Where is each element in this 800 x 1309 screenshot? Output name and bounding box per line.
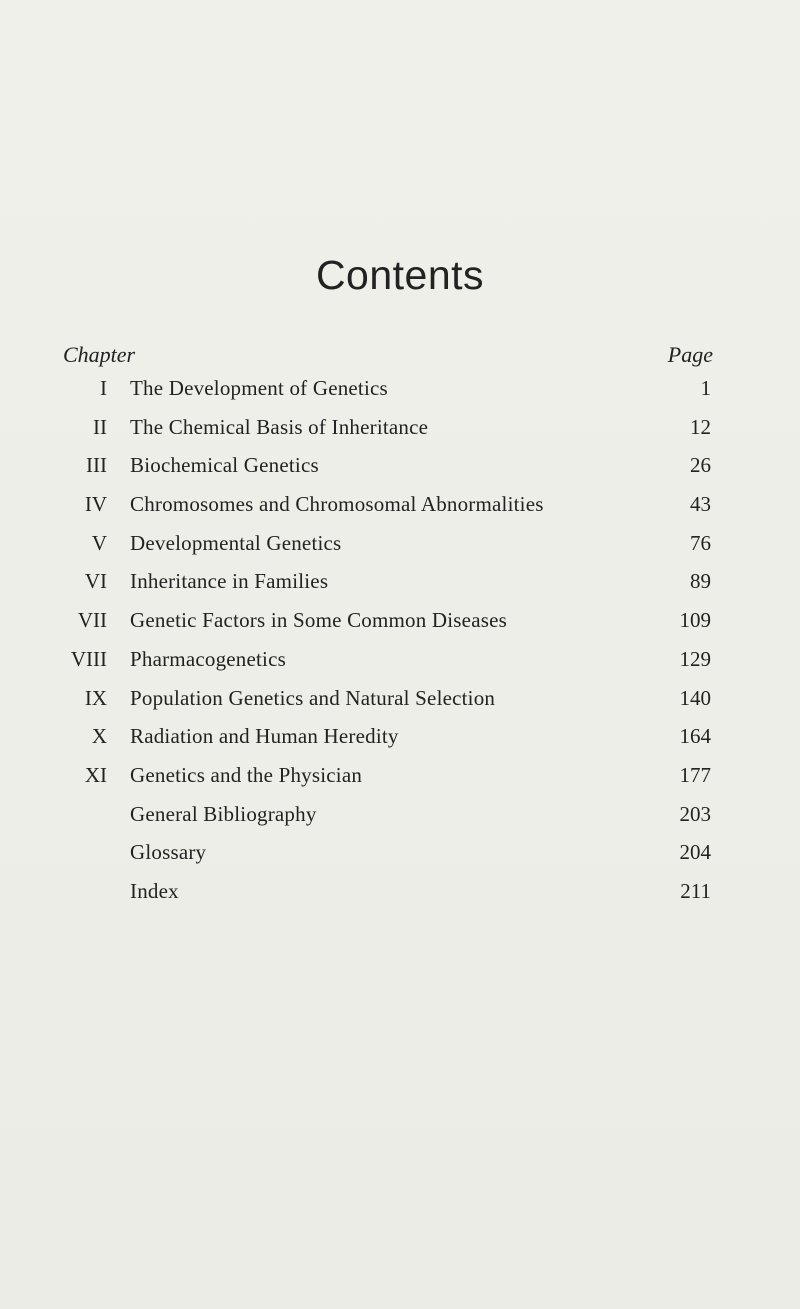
page-number: 204	[679, 840, 711, 865]
page-number: 12	[690, 414, 711, 439]
chapter-number: X	[91, 724, 107, 749]
chapter-number: I	[100, 376, 107, 400]
toc-entry	[0, 840, 800, 879]
toc-entry	[0, 879, 800, 918]
chapter-title: Index	[130, 878, 179, 903]
toc-entry	[0, 686, 800, 725]
toc-entry	[0, 724, 800, 763]
toc-entry	[0, 647, 800, 686]
chapter-number: XI	[84, 762, 107, 787]
toc-entry	[0, 453, 800, 492]
chapter-number: IX	[84, 685, 107, 710]
toc-entry	[0, 608, 800, 647]
table-of-contents	[0, 376, 800, 918]
page-number: 164	[679, 724, 711, 749]
chapter-title: Glossary	[130, 840, 207, 865]
page-number: 177	[679, 762, 711, 787]
chapter-title: The Chemical Basis of Inheritance	[130, 414, 429, 439]
chapter-number: VIII	[70, 646, 107, 671]
chapter-title: Biochemical Genetics	[130, 453, 319, 478]
chapter-title: Chromosomes and Chromosomal Abnormalities	[130, 492, 544, 517]
chapter-number: VII	[77, 608, 107, 633]
chapter-title: General Bibliography	[130, 801, 317, 826]
toc-entry	[0, 569, 800, 608]
chapter-title: The Development of Genetics	[130, 376, 388, 400]
page-number: 76	[690, 530, 711, 555]
page-number: 211	[680, 878, 711, 903]
chapter-title: Inheritance in Families	[130, 569, 329, 594]
toc-entry	[0, 415, 800, 454]
page-number: 109	[679, 608, 711, 633]
chapter-title: Pharmacogenetics	[130, 646, 286, 671]
page-number: 140	[679, 685, 711, 710]
toc-entry	[0, 531, 800, 570]
page-column-header: Page	[667, 342, 713, 367]
chapter-title: Developmental Genetics	[130, 530, 342, 555]
toc-entry	[0, 376, 800, 415]
page-number: 89	[690, 569, 711, 594]
page-title: Contents	[315, 252, 485, 298]
page-number: 43	[690, 492, 711, 517]
page-number: 129	[679, 646, 711, 671]
chapter-title: Genetic Factors in Some Common Diseases	[130, 608, 507, 633]
chapter-title: Population Genetics and Natural Selection	[130, 685, 496, 710]
chapter-number: IV	[84, 492, 107, 517]
chapter-number: II	[93, 414, 107, 439]
page-number: 26	[690, 453, 711, 478]
chapter-number: V	[91, 530, 107, 555]
chapter-column-header: Chapter	[63, 342, 136, 367]
toc-entry	[0, 763, 800, 802]
page-number: 203	[679, 801, 711, 826]
toc-entry	[0, 802, 800, 841]
chapter-number: VI	[84, 569, 107, 594]
chapter-title: Genetics and the Physician	[130, 762, 363, 787]
chapter-number: III	[86, 453, 107, 478]
toc-entry	[0, 492, 800, 531]
chapter-title: Radiation and Human Heredity	[130, 724, 399, 749]
page-number: 1	[700, 376, 711, 400]
